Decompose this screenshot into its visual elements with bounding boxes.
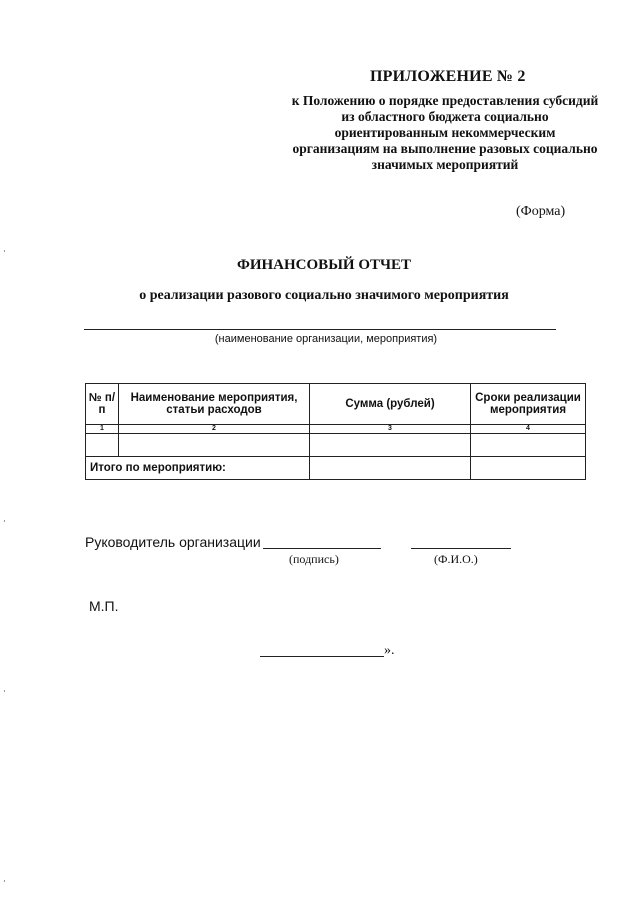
table-cell	[86, 434, 119, 457]
head-of-organization-label: Руководитель организации	[85, 534, 261, 550]
organization-name-caption: (наименование организации, мероприятия)	[214, 333, 438, 345]
organization-name-line	[84, 329, 556, 330]
stamp-label: М.П.	[89, 598, 119, 614]
total-terms-cell	[471, 457, 586, 480]
table-row	[86, 434, 586, 457]
column-header-terms: Сроки реализации мероприятия	[471, 384, 586, 425]
table-cell	[471, 434, 586, 457]
full-name-caption: (Ф.И.О.)	[434, 552, 478, 566]
column-number: 1	[86, 425, 119, 434]
column-number: 4	[471, 425, 586, 434]
scan-artifact	[4, 690, 5, 692]
column-number: 3	[310, 425, 471, 434]
scan-artifact	[4, 250, 5, 252]
date-line	[260, 656, 384, 657]
report-subtitle: о реализации разового социально значимого мероприятия	[139, 288, 509, 303]
scan-artifact	[4, 880, 5, 882]
column-header-name: Наименование мероприятия, статьи расходов	[119, 384, 310, 425]
form-label: (Форма)	[516, 204, 566, 219]
total-sum-cell	[310, 457, 471, 480]
scan-artifact	[4, 520, 5, 522]
table-cell	[310, 434, 471, 457]
financial-report-table	[85, 383, 586, 480]
total-label: Итого по мероприятию:	[86, 457, 310, 480]
appendix-description: к Положению о порядке предоставления субсидий из областного бюджета социально ориентированным некоммерческим организациям на выполнение разовых социально значимых мероприятий	[291, 93, 599, 172]
appendix-title: ПРИЛОЖЕНИЕ № 2	[370, 68, 526, 85]
date-closing-quote: ».	[384, 643, 395, 658]
signature-caption: (подпись)	[289, 552, 339, 566]
table-cell	[119, 434, 310, 457]
column-header-sum: Сумма (рублей)	[310, 384, 471, 425]
full-name-line	[411, 548, 511, 549]
table-header-row	[86, 384, 586, 425]
report-title: ФИНАНСОВЫЙ ОТЧЕТ	[236, 257, 412, 273]
signature-line	[263, 548, 381, 549]
total-row	[86, 457, 586, 480]
column-number: 2	[119, 425, 310, 434]
column-header-number: № п/п	[86, 384, 119, 425]
column-number-row	[86, 425, 586, 434]
